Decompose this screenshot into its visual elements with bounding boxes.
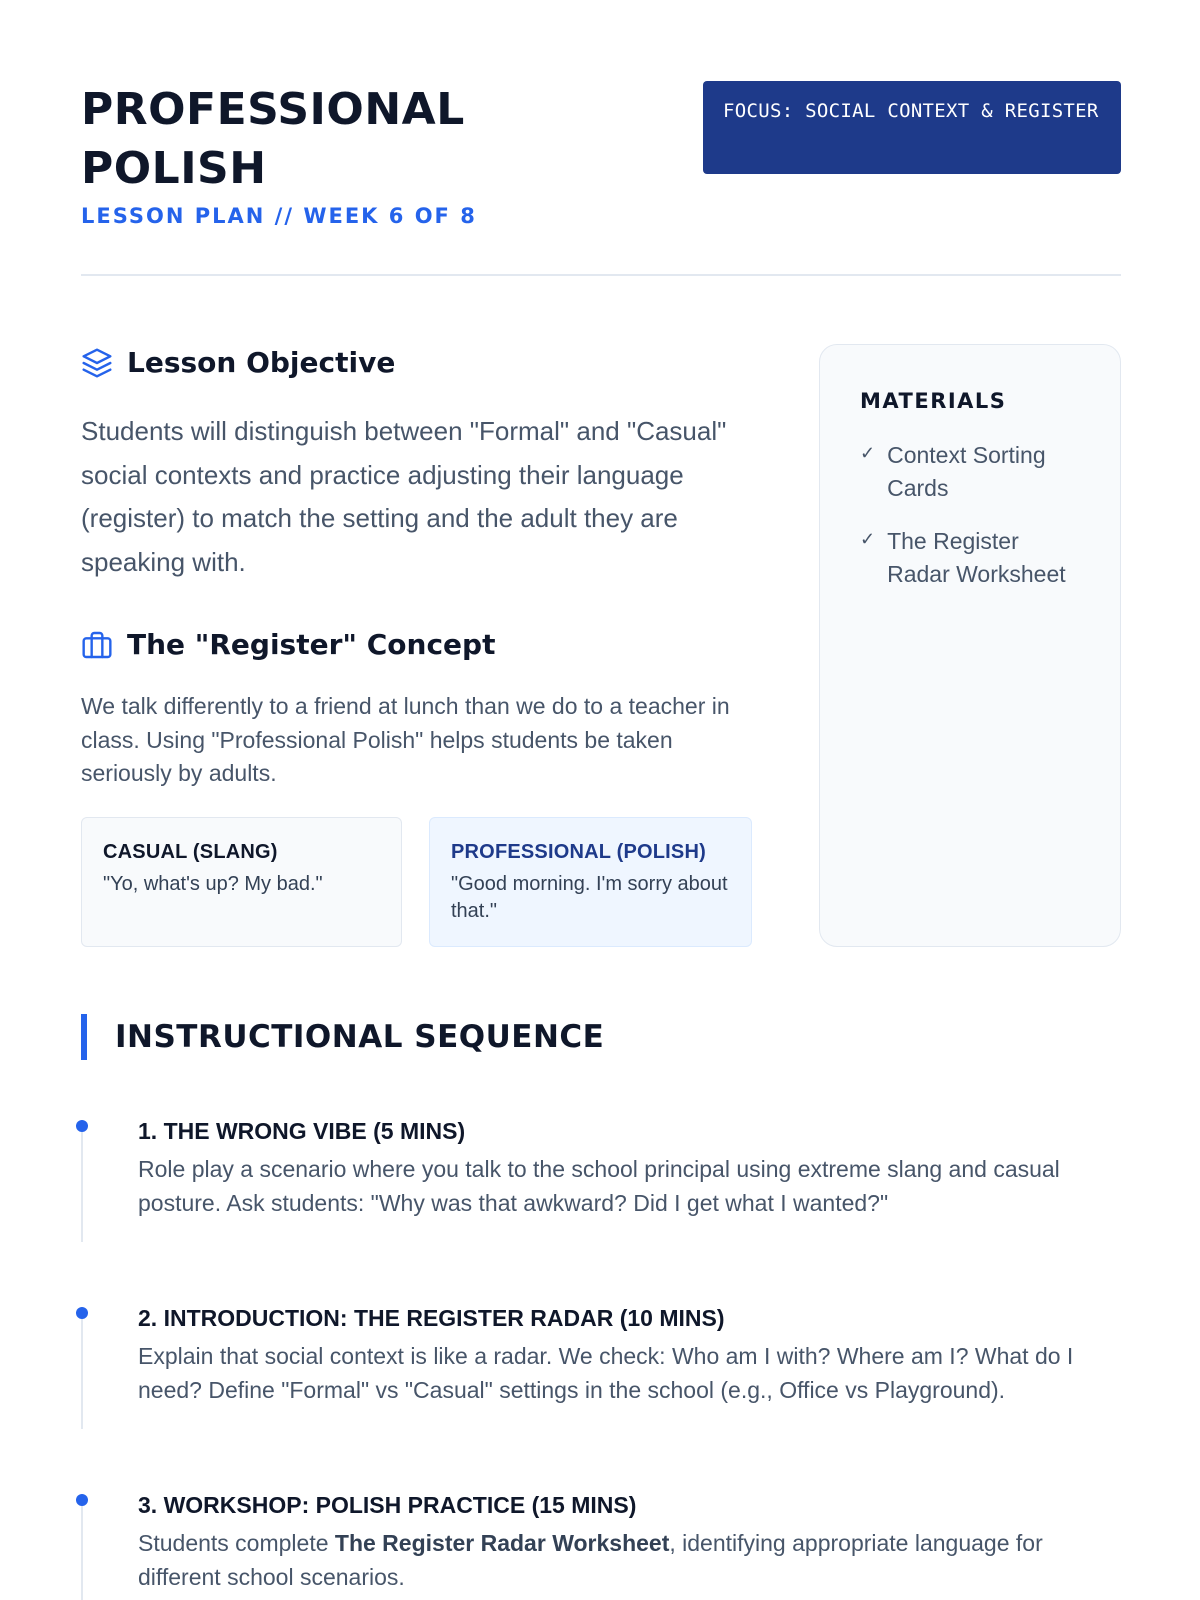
- materials-list: [860, 439, 1080, 591]
- concept-heading: [81, 628, 495, 661]
- material-label: Context Sorting Cards: [887, 442, 1046, 501]
- layers-icon: [81, 347, 113, 379]
- step-description: Role play a scenario where you talk to the school principal using extreme slang and casual posture. Ask students: "Why was that awkward? Did I get what I wanted?": [138, 1156, 1060, 1216]
- briefcase-icon: [81, 629, 113, 661]
- step-description: Explain that social context is like a radar. We check: Who am I with? Where am I? What do I need? Define "Formal" vs "Casual" settings in the school (e.g., Office vs Playground).: [138, 1343, 1074, 1403]
- card-title: PROFESSIONAL (POLISH): [451, 841, 706, 863]
- material-label: The Register Radar Worksheet: [887, 528, 1066, 587]
- step-description: [138, 1527, 1098, 1594]
- materials-panel: [819, 344, 1121, 947]
- card-quote: "Yo, what's up? My bad.": [103, 873, 323, 895]
- timeline-line: [81, 1122, 83, 1242]
- timeline-dot: [76, 1120, 88, 1132]
- page-header: [81, 80, 1121, 276]
- timeline-line: [81, 1309, 83, 1429]
- page-subtitle: LESSON PLAN // WEEK 6 OF 8: [81, 204, 477, 228]
- sequence-heading: [81, 1014, 604, 1060]
- sequence-title: INSTRUCTIONAL SEQUENCE: [115, 1019, 605, 1055]
- card-quote: "Good morning. I'm sorry about that.": [451, 873, 728, 922]
- objective-title: Lesson Objective: [127, 346, 396, 379]
- timeline-line: [81, 1496, 83, 1600]
- objective-heading: [81, 346, 395, 379]
- step-text: Students complete: [138, 1530, 335, 1556]
- timeline-step: [81, 1291, 1121, 1478]
- step-title: 1. THE WRONG VIBE (5 MINS): [138, 1118, 466, 1144]
- materials-title: MATERIALS: [860, 389, 1007, 413]
- casual-example-card: [81, 817, 402, 947]
- professional-example-card: [429, 817, 752, 947]
- check-icon: ✓: [860, 529, 876, 549]
- timeline-step: [81, 1104, 1121, 1291]
- step-text: , identifying appropriate language for different school scenarios.: [138, 1530, 1043, 1590]
- list-item: [860, 439, 1080, 505]
- list-item: [860, 525, 1080, 591]
- step-title: 3. WORKSHOP: POLISH PRACTICE (15 MINS): [138, 1492, 637, 1518]
- timeline-dot: [76, 1494, 88, 1506]
- concept-text: We talk differently to a friend at lunch than we do to a teacher in class. Using "Professional Polish" helps students be taken seriously by adults.: [81, 693, 730, 786]
- focus-badge: FOCUS: SOCIAL CONTEXT & REGISTER: [703, 81, 1121, 174]
- worksheet-name: The Register Radar Worksheet: [334, 1530, 670, 1556]
- timeline: [81, 1104, 1121, 1600]
- timeline-dot: [76, 1307, 88, 1319]
- card-title: CASUAL (SLANG): [103, 841, 278, 863]
- step-title: 2. INTRODUCTION: THE REGISTER RADAR (10 MINS): [138, 1305, 725, 1331]
- check-icon: ✓: [860, 443, 876, 463]
- timeline-step: [81, 1478, 1121, 1600]
- objective-text: Students will distinguish between "Formal" and "Casual" social contexts and practice adjusting their language (register) to match the setting and the adult they are speaking with.: [81, 416, 727, 577]
- concept-title: The "Register" Concept: [127, 628, 496, 661]
- page-title: PROFESSIONAL POLISH: [81, 84, 465, 194]
